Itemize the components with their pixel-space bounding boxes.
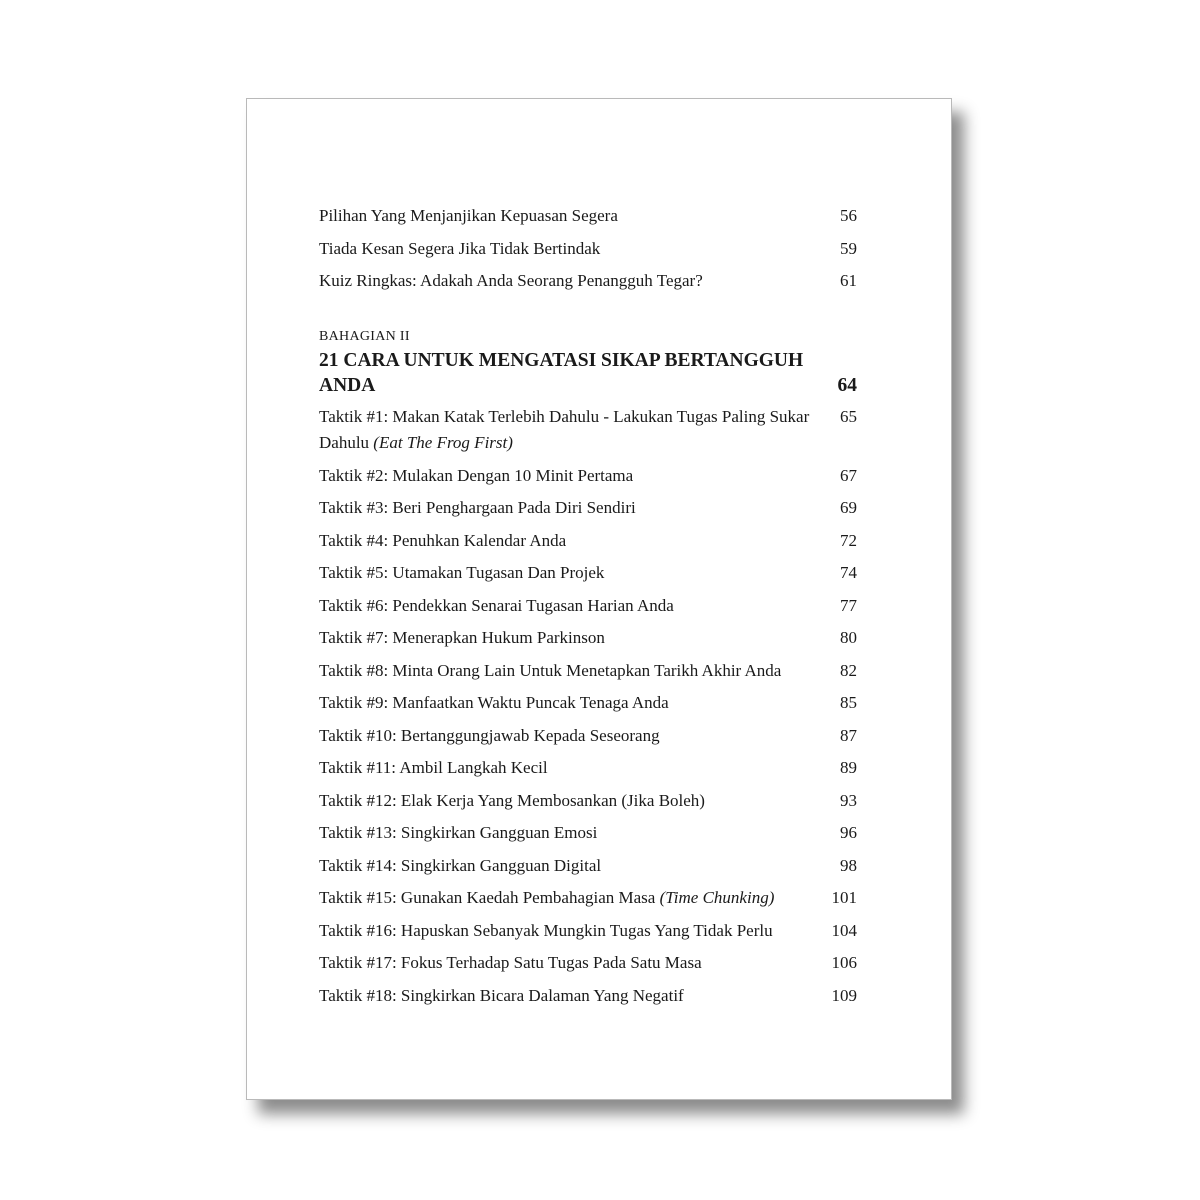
toc-entry-page-number: 65 bbox=[840, 407, 857, 426]
toc-entry-page-number: 61 bbox=[840, 271, 857, 290]
toc-entry-page-number: 109 bbox=[831, 985, 857, 1005]
toc-entry-text: Taktik #8: Minta Orang Lain Untuk Menetapkan Tarikh Akhir Anda bbox=[319, 660, 782, 680]
toc-entry-text: Taktik #14: Singkirkan Gangguan Digital bbox=[319, 855, 602, 875]
toc-entry-text: Taktik #4: Penuhkan Kalendar Anda bbox=[319, 530, 567, 550]
toc-entry-title bbox=[319, 593, 840, 619]
table-of-contents bbox=[319, 203, 857, 1015]
toc-entry-title bbox=[319, 788, 840, 814]
toc-entry-page-number: 72 bbox=[840, 530, 857, 550]
toc-entry-title bbox=[319, 690, 840, 716]
toc-entry-title bbox=[319, 658, 840, 684]
toc-entry-title bbox=[319, 528, 840, 554]
toc-entry-text: Taktik #10: Bertanggungjawab Kepada Seseorang bbox=[319, 725, 660, 745]
toc-entry-title bbox=[319, 983, 832, 1009]
toc-entry-italic-text: (Eat The Frog First) bbox=[373, 433, 513, 452]
toc-entry-text: Taktik #1: Makan Katak Terlebih Dahulu - Lakukan Tugas Paling Sukar Dahulu bbox=[319, 407, 810, 452]
toc-entry-page-number: 82 bbox=[840, 660, 857, 680]
toc-entry-page-number: 89 bbox=[840, 758, 857, 777]
toc-entry bbox=[319, 203, 857, 229]
toc-entry-title bbox=[319, 236, 840, 262]
toc-entry bbox=[319, 495, 857, 521]
part-page-number: 64 bbox=[837, 375, 857, 396]
toc-entry bbox=[319, 528, 857, 554]
book-page bbox=[246, 98, 952, 1100]
toc-entry-page-number: 69 bbox=[840, 498, 857, 517]
toc-entry-text: Taktik #13: Singkirkan Gangguan Emosi bbox=[319, 823, 598, 842]
toc-entry-text: Taktik #16: Hapuskan Sebanyak Mungkin Tugas Yang Tidak Perlu bbox=[319, 920, 773, 940]
toc-entry-title bbox=[319, 755, 840, 781]
toc-entry-title bbox=[319, 495, 840, 521]
toc-entry-page-number: 85 bbox=[840, 693, 857, 712]
part-heading-row bbox=[319, 348, 857, 398]
toc-entry bbox=[319, 404, 857, 456]
toc-entry-title bbox=[319, 885, 832, 911]
toc-entry-title bbox=[319, 820, 840, 846]
toc-entry-title bbox=[319, 268, 840, 294]
toc-entry bbox=[319, 268, 857, 294]
toc-entry-title bbox=[319, 950, 832, 976]
toc-entry bbox=[319, 755, 857, 781]
toc-entry-text: Tiada Kesan Segera Jika Tidak Bertindak bbox=[319, 238, 601, 258]
toc-entry bbox=[319, 950, 857, 976]
toc-entry bbox=[319, 593, 857, 619]
toc-entry-text: Taktik #17: Fokus Terhadap Satu Tugas Pada Satu Masa bbox=[319, 953, 702, 972]
toc-entry-page-number: 74 bbox=[840, 563, 857, 582]
toc-entry-title bbox=[319, 560, 840, 586]
toc-entry-page-number: 56 bbox=[840, 206, 857, 225]
toc-entry-text: Taktik #5: Utamakan Tugasan Dan Projek bbox=[319, 563, 605, 582]
toc-entry-page-number: 77 bbox=[840, 595, 857, 615]
toc-entry bbox=[319, 788, 857, 814]
toc-entry-text: Taktik #18: Singkirkan Bicara Dalaman Yang Negatif bbox=[319, 985, 684, 1005]
toc-entry-title bbox=[319, 723, 840, 749]
toc-entry-page-number: 67 bbox=[840, 465, 857, 485]
toc-entry bbox=[319, 853, 857, 879]
toc-entry bbox=[319, 820, 857, 846]
toc-entry-title bbox=[319, 918, 832, 944]
toc-entry-text: Pilihan Yang Menjanjikan Kepuasan Segera bbox=[319, 206, 618, 225]
toc-entry-text: Taktik #3: Beri Penghargaan Pada Diri Sendiri bbox=[319, 498, 636, 517]
toc-entry bbox=[319, 560, 857, 586]
toc-entry-italic-text: (Time Chunking) bbox=[659, 888, 775, 907]
toc-entry bbox=[319, 983, 857, 1009]
toc-entry-text: Taktik #9: Manfaatkan Waktu Puncak Tenaga Anda bbox=[319, 693, 669, 712]
toc-entry-page-number: 93 bbox=[840, 790, 857, 810]
toc-entry-title bbox=[319, 625, 840, 651]
toc-entry-text: Taktik #15: Gunakan Kaedah Pembahagian Masa bbox=[319, 888, 656, 907]
toc-entry-page-number: 96 bbox=[840, 823, 857, 842]
toc-entry-title bbox=[319, 203, 840, 229]
pre-entries-list bbox=[319, 203, 857, 294]
toc-entry bbox=[319, 236, 857, 262]
toc-entry bbox=[319, 885, 857, 911]
toc-entry-page-number: 104 bbox=[831, 920, 857, 940]
toc-entry bbox=[319, 625, 857, 651]
toc-entry-page-number: 101 bbox=[831, 888, 857, 907]
toc-entry-title bbox=[319, 404, 840, 456]
tactic-entries-list bbox=[319, 404, 857, 1009]
toc-entry-page-number: 80 bbox=[840, 628, 857, 647]
toc-entry-page-number: 59 bbox=[840, 238, 857, 258]
part-label: BAHAGIAN II bbox=[319, 329, 410, 344]
toc-entry-title bbox=[319, 853, 840, 879]
toc-entry bbox=[319, 918, 857, 944]
toc-entry bbox=[319, 723, 857, 749]
toc-entry-text: Taktik #12: Elak Kerja Yang Membosankan (Jika Boleh) bbox=[319, 790, 705, 810]
toc-entry-page-number: 106 bbox=[831, 953, 857, 972]
toc-entry-text: Kuiz Ringkas: Adakah Anda Seorang Penangguh Tegar? bbox=[319, 271, 703, 290]
toc-entry-page-number: 87 bbox=[840, 725, 857, 745]
part-heading: 21 CARA UNTUK MENGATASI SIKAP BERTANGGUH ANDA bbox=[319, 350, 804, 396]
toc-entry-text: Taktik #7: Menerapkan Hukum Parkinson bbox=[319, 628, 605, 647]
toc-entry bbox=[319, 690, 857, 716]
toc-entry bbox=[319, 463, 857, 489]
toc-entry-text: Taktik #11: Ambil Langkah Kecil bbox=[319, 758, 548, 777]
toc-entry-text: Taktik #2: Mulakan Dengan 10 Minit Pertama bbox=[319, 465, 634, 485]
toc-entry-text: Taktik #6: Pendekkan Senarai Tugasan Harian Anda bbox=[319, 595, 674, 615]
part-section bbox=[319, 328, 857, 398]
toc-entry-page-number: 98 bbox=[840, 855, 857, 875]
toc-entry-title bbox=[319, 463, 840, 489]
toc-entry bbox=[319, 658, 857, 684]
